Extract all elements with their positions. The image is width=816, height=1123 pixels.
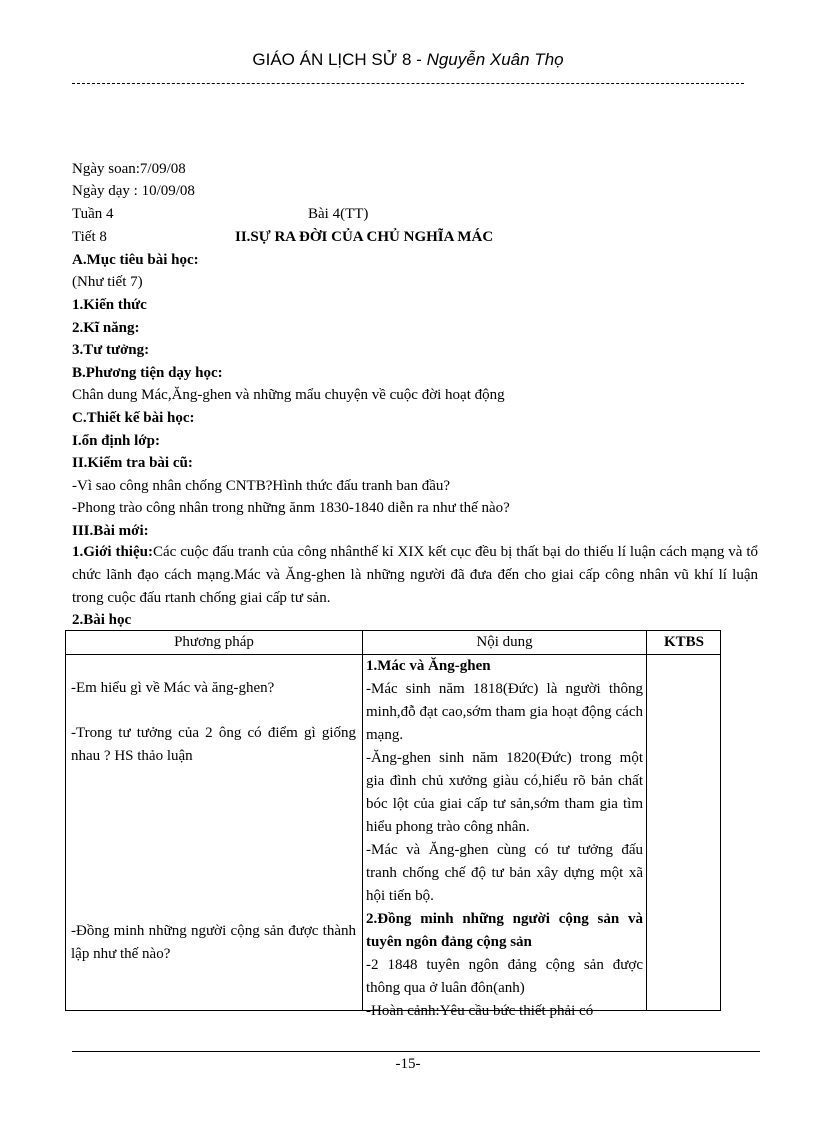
ki-nang-heading: 2.Kĩ năng:	[72, 320, 140, 336]
kien-thuc-heading: 1.Kiến thức	[72, 297, 147, 313]
muc-tieu-heading: A.Mục tiêu bài học:	[72, 252, 199, 268]
ngay-soan: Ngày soan:7/09/08	[72, 161, 186, 177]
gioi-thieu-text: Các cuộc đấu tranh của công nhânthế kỉ XIX kết cục đều bị thất bại do thiếu lí luận cách mạng và tổ chức lãnh đạo cách mạng.Mác và Ăng-ghen là những người đã đưa đến cho giai cấp công nhân vũ khí lí luận trong cuộc đấu rtanh chống giai cấp tư sản.	[72, 544, 758, 606]
col-header-ktbs: KTBS	[663, 634, 705, 650]
col-header-phuong-phap: Phương pháp	[174, 634, 254, 650]
header-title: GIÁO ÁN LỊCH SỬ 8 -	[252, 50, 427, 69]
bai-moi-heading: III.Bài mới:	[72, 523, 149, 539]
review-question-2: -Phong trào công nhân trong những ănm 1830-1840 diễn ra như thế nào?	[72, 500, 510, 516]
content-mac: -Mác sinh năm 1818(Đức) là người thông minh,đỗ đạt cao,sớm tham gia hoạt động cách mạng.	[366, 681, 643, 743]
content-heading-1: 1.Mác và Ăng-ghen	[366, 658, 491, 674]
column-divider	[362, 631, 363, 1010]
lesson-table	[65, 630, 721, 1019]
footer-divider	[72, 1051, 760, 1052]
content-heading-2: 2.Đồng minh những người cộng sản và tuyên ngôn đảng cộng sản	[366, 911, 643, 950]
gioi-thieu-label: 1.Giới thiệu:	[72, 544, 153, 560]
content-common: -Mác và Ăng-ghen cùng có tư tưởng đấu tranh chống chế độ tư bản xây dựng một xã hội tiến bộ.	[366, 842, 643, 904]
content-tuyen-ngon: -2 1848 tuyên ngôn đảng cộng sản được thông qua ở luân đôn(anh)	[366, 957, 643, 996]
tuan: Tuần 4	[72, 206, 114, 222]
method-question-2: -Trong tư tưởng của 2 ông có điểm gì giống nhau ? HS thảo luận	[71, 725, 356, 764]
on-dinh-heading: I.ổn định lớp:	[72, 433, 160, 449]
header-divider	[72, 83, 744, 84]
gioi-thieu-paragraph	[72, 541, 758, 610]
col-header-noi-dung: Nội dung	[476, 634, 533, 650]
kiem-tra-heading: II.Kiểm tra bài cũ:	[72, 455, 193, 471]
method-question-1: -Em hiểu gì về Mác và ăng-ghen?	[71, 680, 275, 696]
bai-number: Bài 4(TT)	[308, 206, 369, 222]
page-number: -15-	[395, 1056, 421, 1072]
column-divider	[646, 631, 647, 1010]
content-ang-ghen: -Ăng-ghen sinh năm 1820(Đức) trong một gia đình chủ xưởng giàu có,hiểu rõ bản chất bóc lột của giai cấp tư sản,sớm tham gia tìm hiểu phong trào công nhân.	[366, 750, 643, 835]
nhu-tiet-note: (Như tiết 7)	[72, 274, 143, 290]
bai-hoc-heading: 2.Bài học	[72, 612, 132, 628]
chan-dung-text: Chân dung Mác,Ăng-ghen và những mẩu chuyện về cuộc đời hoạt động	[72, 387, 505, 403]
content-hoan-canh: -Hoàn cảnh:Yêu cầu bức thiết phải có	[366, 1003, 594, 1019]
thiet-ke-heading: C.Thiết kế bài học:	[72, 410, 195, 426]
header-author: Nguyễn Xuân Thọ	[426, 50, 564, 69]
phuong-tien-heading: B.Phương tiện dạy học:	[72, 365, 223, 381]
ngay-day: Ngày dạy : 10/09/08	[72, 183, 195, 199]
review-question-1: -Vì sao công nhân chống CNTB?Hình thức đấu tranh ban đầu?	[72, 478, 451, 494]
content-column	[366, 655, 643, 1023]
page-header	[0, 50, 816, 70]
tu-tuong-heading: 3.Tư tưởng:	[72, 342, 150, 358]
method-question-3: -Đồng minh những người cộng sản được thành lập như thế nào?	[71, 923, 356, 962]
lesson-title: II.SỰ RA ĐỜI CỦA CHỦ NGHĨA MÁC	[235, 229, 494, 245]
tiet: Tiết 8	[72, 229, 107, 245]
